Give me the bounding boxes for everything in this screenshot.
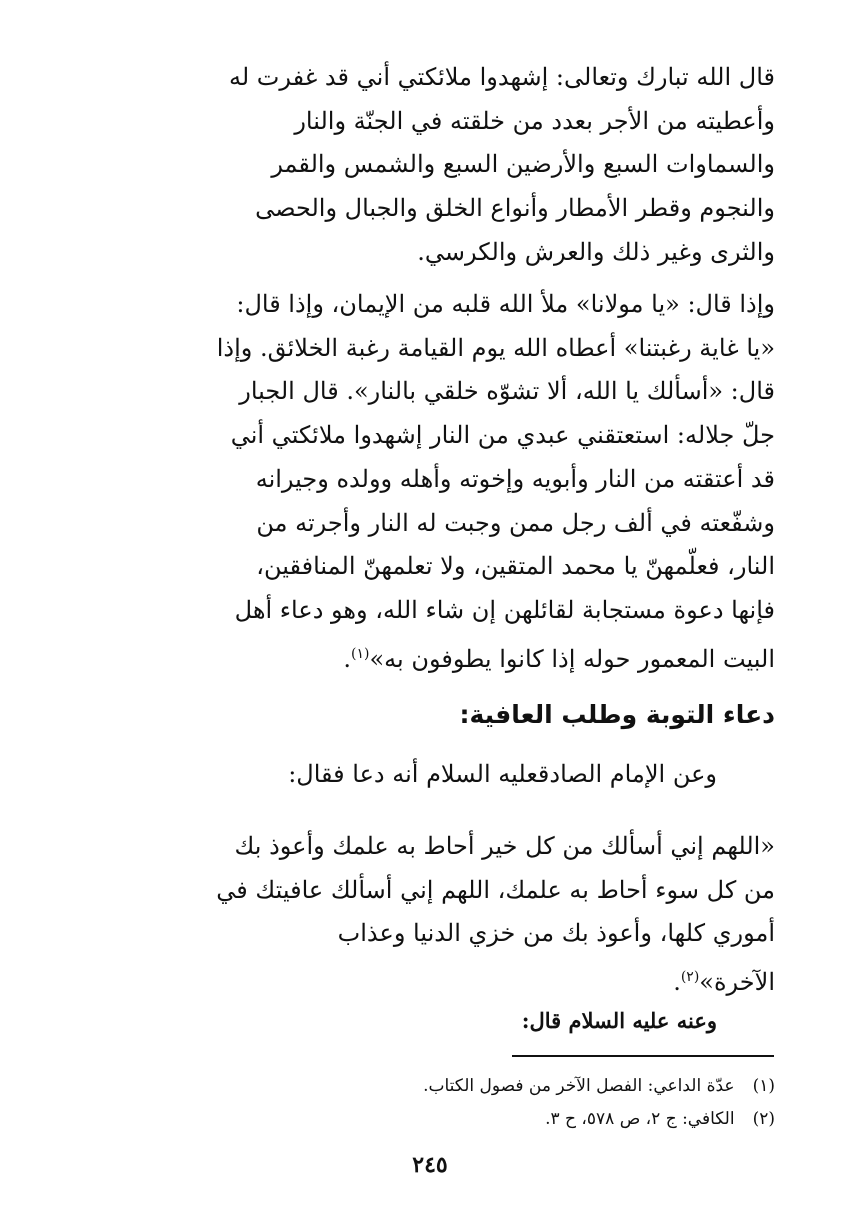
page-number: ٢٤٥ (412, 1152, 448, 1178)
footnote (423, 1103, 775, 1136)
paragraph-2 (207, 283, 775, 681)
text-line: وإذا قال: «يا مولانا» ملأ الله قلبه من الإيمان، وإذا قال: (236, 290, 775, 318)
footnote-marker: (١) (351, 645, 370, 662)
text-fragment: . (343, 644, 352, 673)
text-line: والسماوات السبع والأرضين السبع والشمس والقمر (271, 150, 775, 179)
text-line: «يا غاية رغبتنا» أعطاه الله يوم القيامة رغبة الخلائق. وإذا (216, 333, 775, 362)
footnote-text: الكافي: ج ٢، ص ٥٧٨، ح ٣. (545, 1109, 735, 1129)
text-line: قال: «أسألك يا الله، ألا تشوّه خلقي بالنار». قال الجبار (239, 377, 775, 406)
text-line: قال الله تبارك وتعالى: إشهدوا ملائكتي أني قد غفرت له (228, 63, 775, 91)
text-fragment: . (673, 968, 681, 997)
text-fragment: البيت المعمور حوله إذا كانوا يطوفون به» (369, 644, 775, 673)
text-line: «اللهم إني أسألك من كل خير أحاط به علمك وأعوذ بك (234, 832, 775, 860)
text-line: وشفّعته في ألف رجل ممن وجبت له النار وأجرته من (256, 508, 775, 537)
text-line: أموري كلها، وأعوذ بك من خزي الدنيا وعذاب (337, 919, 775, 948)
footnote-number: (١) (752, 1076, 775, 1096)
text-line: النار، فعلّمهنّ يا محمد المتقين، ولا تعلمهنّ المنافقين، (256, 552, 775, 581)
text-line: والثرى وغير ذلك والعرش والكرسي. (417, 237, 775, 266)
section-heading: دعاء التوبة وطلب العافية: (459, 700, 775, 729)
text-line: وأعطيته من الأجر بعدد من خلقته في الجنّة والنار (294, 106, 775, 135)
paragraph-1 (207, 56, 775, 275)
footnote-text: عدّة الداعي: الفصل الآخر من فصول الكتاب. (423, 1076, 735, 1096)
intro-line: وعن الإمام الصادقعليه السلام أنه دعا فقال: (288, 760, 717, 788)
text-line: والنجوم وقطر الأمطار وأنواع الخلق والجبال والحصى (255, 194, 775, 223)
intro-line-2: وعنه عليه السلام قال: (521, 1008, 717, 1033)
footnotes (423, 1070, 775, 1136)
text-line-last (207, 633, 775, 682)
text-line: قد أعتقته من النار وأبويه وإخوته وأهله وولده وجيرانه (255, 464, 775, 493)
text-line: جلّ جلاله: استعتقني عبدي من النار إشهدوا ملائكتي أني (230, 421, 775, 450)
text-line: فإنها دعوة مستجابة لقائلهن إن شاء الله، وهو دعاء أهل (234, 595, 775, 624)
footnote-divider (512, 1055, 774, 1057)
text-fragment: الآخرة» (699, 968, 775, 997)
footnote-marker: (٢) (680, 969, 700, 986)
footnote (423, 1070, 775, 1103)
text-line-last (207, 956, 775, 1005)
footnote-number: (٢) (752, 1109, 775, 1129)
paragraph-3 (207, 825, 775, 1005)
text-line: من كل سوء أحاط به علمك، اللهم إني أسألك عافيتك في (216, 875, 775, 904)
